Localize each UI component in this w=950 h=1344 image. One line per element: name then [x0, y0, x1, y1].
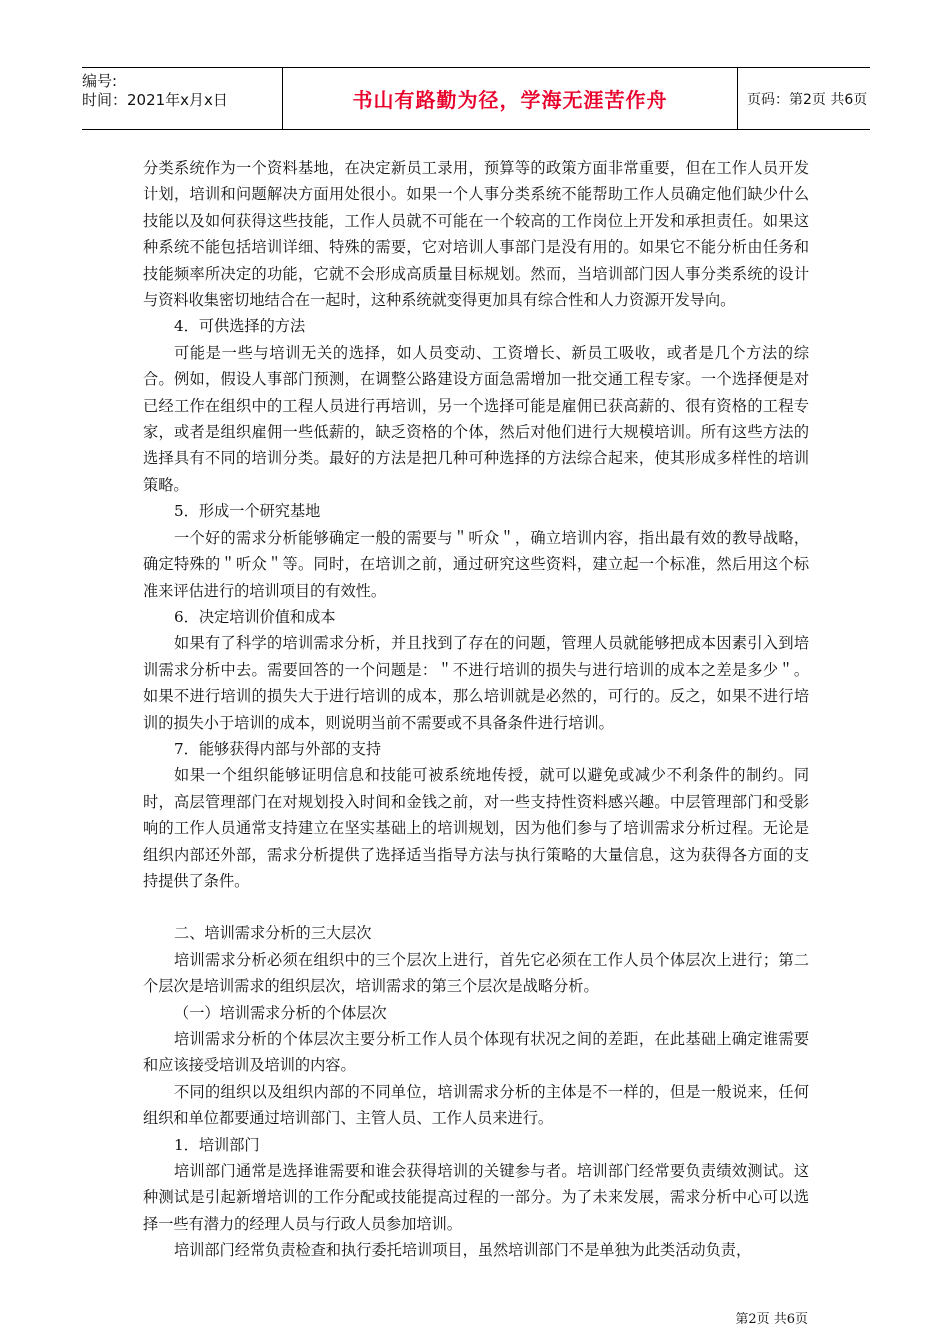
paragraph: 分类系统作为一个资料基地，在决定新员工录用，预算等的政策方面非常重要，但在工作人员开发计划，培训和问题解决方面用处很小。如果一个人事分类系统不能帮助工作人员确定他们缺少什么技能以及如何获得这些技能，工作人员就不可能在一个较高的工作岗位上开发和承担责任。如果这种系统不能包括培训详细、特殊的需要，它对培训人事部门是没有用的。如果它不能分析由任务和技能频率所决定的功能，它就不会形成高质量目标规划。然而，当培训部门因人事分类系统的设计与资料收集密切地结合在一起时，这种系统就变得更加具有综合性和人力资源开发导向。 [143, 159, 809, 310]
section-heading: 5．形成一个研究基地 [174, 502, 321, 521]
motto-cell [282, 68, 738, 129]
header-left-cell [82, 68, 280, 129]
paragraph: 一个好的需求分析能够确定一般的需要与＂听众＂，确立培训内容，指出最有效的教导战略，确定特殊的＂听众＂等。同时，在培训之前，通过研究这些资料，建立起一个标准，然后用这个标准来评估进行的培训项目的有效性。 [143, 528, 809, 600]
blank-line [143, 894, 809, 920]
motto-text: 书山有路勤为径，学海无涯苦作舟 [352, 88, 668, 112]
section-heading: 6．决定培训价值和成本 [174, 607, 336, 626]
section-heading: 4．可供选择的方法 [174, 317, 306, 336]
section-heading: （一）培训需求分析的个体层次 [174, 1003, 387, 1022]
chapter-heading: 二、培训需求分析的三大层次 [174, 924, 372, 943]
footer-page-number: 第2页 共6页 [735, 1312, 808, 1327]
page-label: 页码：第2页 共6页 [747, 91, 868, 108]
paragraph: 培训需求分析的个体层次主要分析工作人员个体现有状况之间的差距，在此基础上确定谁需要和应该接受培训及培训的内容。 [143, 1030, 809, 1075]
page-footer [735, 1308, 808, 1327]
paragraph: 如果有了科学的培训需求分析，并且找到了存在的问题，管理人员就能够把成本因素引入到培训需求分析中去。需要回答的一个问题是：＂不进行培训的损失与进行培训的成本之差是多少＂。如果不进行培训的损失大于进行培训的成本，那么培训就是必然的，可行的。反之，如果不进行培训的损失小于培训的成本，则说明当前不需要或不具备条件进行培训。 [143, 634, 809, 732]
page-header [82, 67, 870, 130]
section-heading: 7．能够获得内部与外部的支持 [174, 739, 382, 758]
paragraph: 可能是一些与培训无关的选择，如人员变动、工资增长、新员工吸收，或者是几个方法的综合。例如，假设人事部门预测，在调整公路建设方面急需增加一批交通工程专家。一个选择便是对已经工作在组织中的工程人员进行再培训，另一个选择可能是雇佣已获高薪的、很有资格的工程专家，或者是组织雇佣一些低薪的，缺乏资格的个体，然后对他们进行大规模培训。所有这些方法的选择具有不同的培训分类。最好的方法是把几种可种选择的方法综合起来，使其形成多样性的培训策略。 [143, 343, 809, 494]
page-number-cell [739, 68, 870, 129]
date-label: 时间：2021年x月x日 [82, 91, 228, 109]
paragraph: 培训部门通常是选择谁需要和谁会获得培训的关键参与者。培训部门经常要负责绩效测试。这种测试是引起新增培训的工作分配或技能提高过程的一部分。为了未来发展，需求分析中心可以选择一些有潜力的经理人员与行政人员参加培训。 [143, 1162, 809, 1233]
number-label: 编号: [82, 72, 118, 90]
paragraph: 培训需求分析必须在组织中的三个层次上进行，首先它必须在工作人员个体层次上进行；第二个层次是培训需求的组织层次，培训需求的第三个层次是战略分析。 [143, 950, 809, 996]
paragraph: 培训部门经常负责检查和执行委托培训项目，虽然培训部门不是单独为此类活动负责， [174, 1241, 752, 1260]
paragraph: 如果一个组织能够证明信息和技能可被系统地传授，就可以避免或减少不利条件的制约。同时，高层管理部门在对规划投入时间和金钱之前，对一些支持性资料感兴趣。中层管理部门和受影响的工作人员通常支持建立在坚实基础上的培训规划，因为他们参与了培训需求分析过程。无论是组织内部还外部，需求分析提供了选择适当指导方法与执行策略的大量信息，这为获得各方面的支持提供了条件。 [143, 766, 809, 890]
document-body [143, 155, 809, 1264]
paragraph: 不同的组织以及组织内部的不同单位，培训需求分析的主体是不一样的，但是一般说来，任何组织和单位都要通过培训部门、主管人员、工作人员来进行。 [143, 1082, 809, 1128]
section-heading: 1．培训部门 [174, 1135, 260, 1154]
